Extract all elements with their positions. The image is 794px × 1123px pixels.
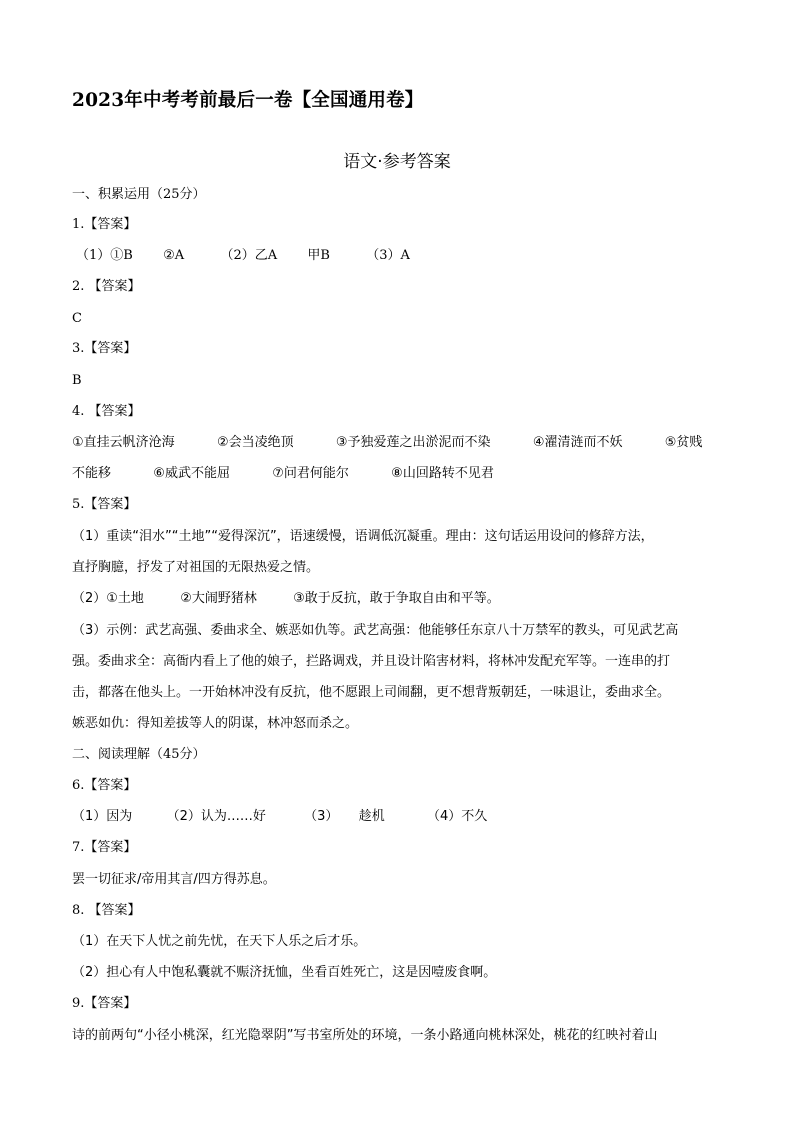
q5-paragraph-1a: （1）重读“泪水”“土地”“爱得深沉”，语速缓慢，语调低沉凝重。理由：这句话运用设问的修辞方法， <box>72 529 654 544</box>
document-title: 2023年中考考前最后一卷【全国通用卷】 <box>72 90 424 111</box>
q8-answer-1: （1）在天下人忧之前先忧，在天下人乐之后才乐。 <box>72 934 367 949</box>
q8-answer-2: （2）担心有人中饱私囊就不赈济抚恤，坐看百姓死亡，这是因噎废食啊。 <box>72 965 497 980</box>
q6-item: （4）不久 <box>426 809 488 824</box>
q5-paragraph-3b: 强。委曲求全：高衙内看上了他的娘子，拦路调戏，并且设计陷害材料，将林冲发配充军等。一连串的打 <box>72 654 671 669</box>
q9-label: 9.【答案】 <box>72 996 137 1011</box>
q1-answer-row <box>76 247 410 265</box>
q5-paragraph-3a: （3）示例：武艺高强、委曲求全、嫉恶如仇等。武艺高强：他能够任东京八十万禁军的教头，可见武艺高 <box>72 623 679 638</box>
q4-answer-row-2 <box>72 465 494 483</box>
q9-paragraph-1: 诗的前两句“小径小桃深，红光隐翠阴”写书室所处的环境，一条小路通向桃林深处，桃花的红映衬着山 <box>72 1028 658 1043</box>
q6-item: 趁机 <box>358 809 385 824</box>
document-subtitle: 语文·参考答案 <box>343 152 451 172</box>
q1-label: 1.【答案】 <box>72 217 137 232</box>
q5-item: ③敢于反抗，敢于争取自由和平等。 <box>293 591 500 606</box>
q7-label: 7.【答案】 <box>72 840 137 855</box>
q4-item: ⑤贫贱 <box>664 435 703 450</box>
q5-item: （2）①土地 <box>72 591 144 606</box>
q4-item: ④濯清涟而不妖 <box>532 435 623 450</box>
q3-label: 3.【答案】 <box>72 341 137 356</box>
q1-answer-b: ②A <box>163 248 185 263</box>
q5-paragraph-3c: 击，都落在他头上。一开始林冲没有反抗，他不愿跟上司闹翻，更不想背叛朝廷，一味退让，委曲求全。 <box>72 685 671 700</box>
q4-label: 4. 【答案】 <box>72 404 141 419</box>
q7-answer: 罢一切征求/帝用其言/四方得苏息。 <box>72 872 276 887</box>
q1-answer-e: （3）A <box>366 248 410 263</box>
q4-item: ③予独爱莲之出淤泥而不染 <box>335 435 491 450</box>
q1-answer-c: （2）乙A <box>220 248 278 263</box>
q5-paragraph-1b: 直抒胸臆，抒发了对祖国的无限热爱之情。 <box>72 560 320 575</box>
q5-paragraph-2 <box>72 590 500 608</box>
q4-item: ①直挂云帆济沧海 <box>72 435 175 450</box>
q6-item: （1）因为 <box>72 809 133 824</box>
q4-item: ⑧山回路转不见君 <box>391 466 494 481</box>
q6-item: （3） <box>304 809 339 824</box>
q4-item: ⑥威武不能屈 <box>153 466 230 481</box>
section-heading-2: 二、阅读理解（45分） <box>72 747 206 762</box>
q6-item: （2）认为……好 <box>166 809 266 824</box>
q5-item: ②大闹野猪林 <box>180 591 257 606</box>
section-heading-1: 一、积累运用（25分） <box>72 187 206 202</box>
q4-item: 不能移 <box>72 466 112 481</box>
q8-label: 8. 【答案】 <box>72 903 141 918</box>
q2-answer: C <box>72 311 82 326</box>
q3-answer: B <box>72 373 82 388</box>
q6-answer-row <box>72 808 487 826</box>
q4-answer-row-1 <box>72 434 702 452</box>
q5-paragraph-3d: 嫉恶如仇：得知差拔等人的阴谋，林冲怒而杀之。 <box>72 716 359 731</box>
q4-item: ②会当凌绝顶 <box>216 435 294 450</box>
q1-answer-a: （1）①B <box>76 248 133 263</box>
q5-label: 5.【答案】 <box>72 497 137 512</box>
q4-item: ⑦问君何能尔 <box>272 466 349 481</box>
q2-label: 2. 【答案】 <box>72 279 141 294</box>
q6-label: 6.【答案】 <box>72 778 137 793</box>
q1-answer-d: 甲B <box>307 248 330 263</box>
